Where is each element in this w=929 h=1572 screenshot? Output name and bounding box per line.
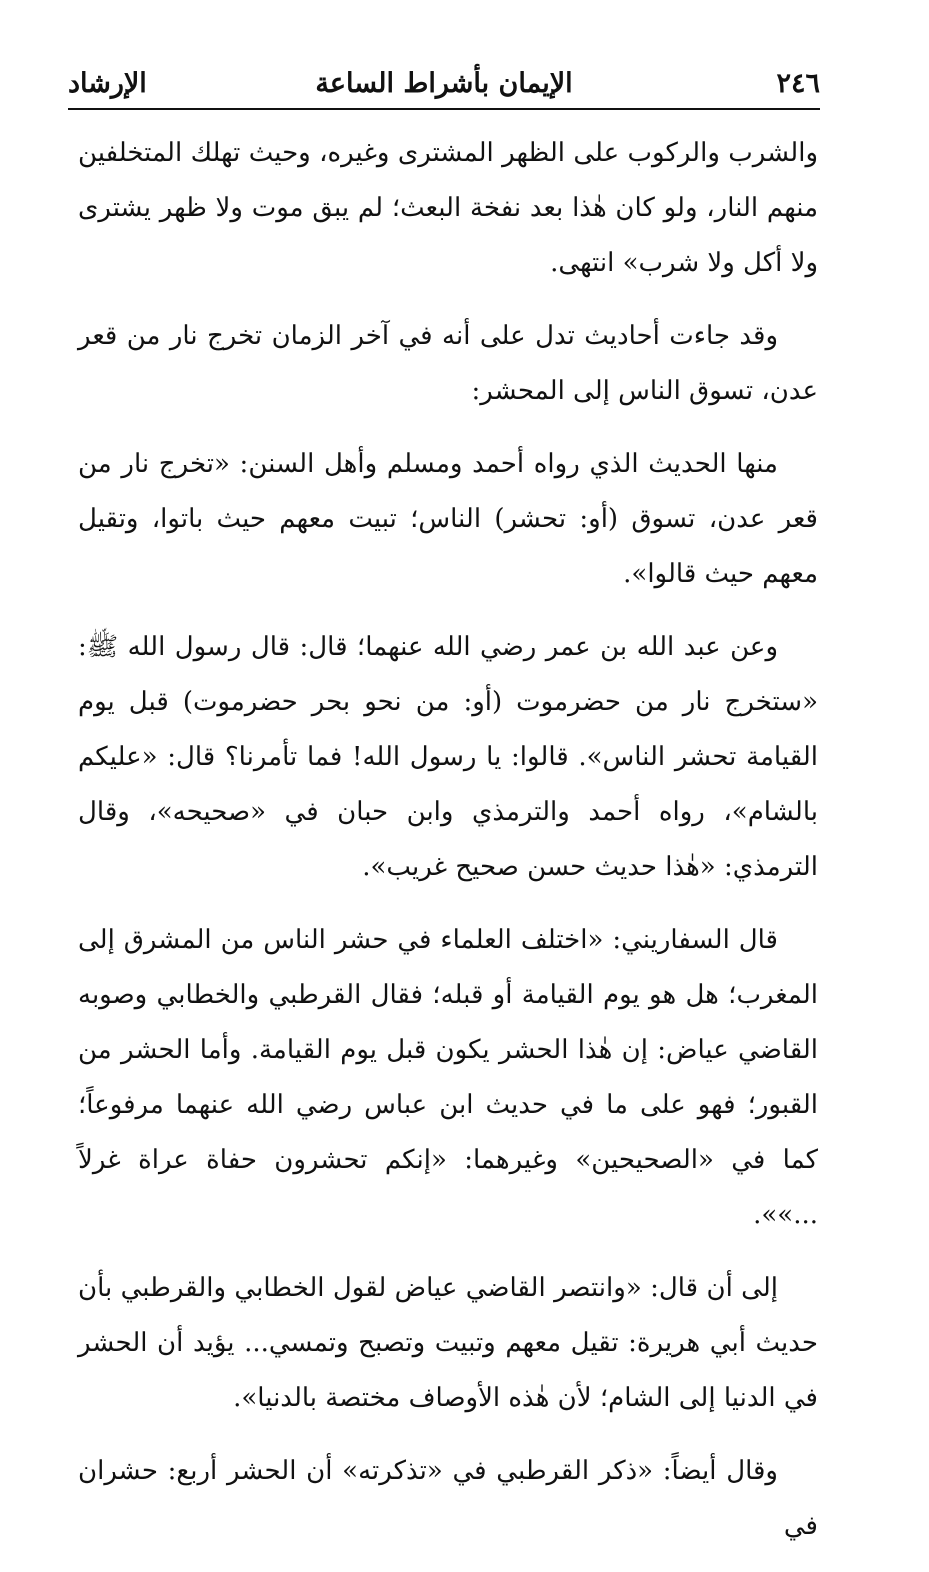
running-title: الإيمان بأشراط الساعة	[315, 68, 573, 99]
paragraph: وعن عبد الله بن عمر رضي الله عنهما؛ قال: قال رسول الله ﷺ: «ستخرج نار من حضرموت (أو: من نحو بحر حضرموت) قبل يوم القيامة تحشر الناس». قالوا: يا رسول الله! فما تأمرنا؟ قال: «عليكم بالشام»، رواه أحمد والترمذي وابن حبان في «صحيحه»، وقال الترمذي: «هٰذا حديث حسن صحيح غريب».	[78, 632, 818, 882]
page-body	[78, 126, 818, 1572]
header-divider	[68, 108, 820, 110]
paragraph: منها الحديث الذي رواه أحمد ومسلم وأهل السنن: «تخرج نار من قعر عدن، تسوق (أو: تحشر) الناس؛ تبيت معهم حيث باتوا، وتقيل معهم حيث قالوا».	[78, 449, 818, 589]
paragraph: إلى أن قال: «وانتصر القاضي عياض لقول الخطابي والقرطبي بأن حديث أبي هريرة: تقيل معهم وتبيت وتصبح وتمسي... يؤيد أن الحشر في الدنيا إلى الشام؛ لأن هٰذه الأوصاف مختصة بالدنيا».	[78, 1273, 818, 1413]
page-number: ٢٤٦	[776, 68, 820, 99]
paragraph: والشرب والركوب على الظهر المشترى وغيره، وحيث تهلك المتخلفين منهم النار، ولو كان هٰذا بعد نفخة البعث؛ لم يبق موت ولا ظهر يشترى ولا أكل ولا شرب» انتهى.	[78, 138, 818, 278]
paragraph: قال السفاريني: «اختلف العلماء في حشر الناس من المشرق إلى المغرب؛ هل هو يوم القيامة أو قبله؛ فقال القرطبي والخطابي وصوبه القاضي عياض: إن هٰذا الحشر يكون قبل يوم القيامة. وأما الحشر من القبور؛ فهو على ما في حديث ابن عباس رضي الله عنهما مرفوعاً؛ كما في «الصحيحين» وغيرهما: «إنكم تحشرون حفاة عراة غرلاً ...»».	[78, 925, 818, 1230]
paragraph: وقد جاءت أحاديث تدل على أنه في آخر الزمان تخرج نار من قعر عدن، تسوق الناس إلى المحشر:	[78, 321, 818, 406]
paragraph: وقال أيضاً: «ذكر القرطبي في «تذكرته» أن الحشر أربع: حشران في	[78, 1456, 818, 1541]
running-header	[68, 58, 820, 108]
section-title: الإرشاد	[68, 68, 147, 99]
